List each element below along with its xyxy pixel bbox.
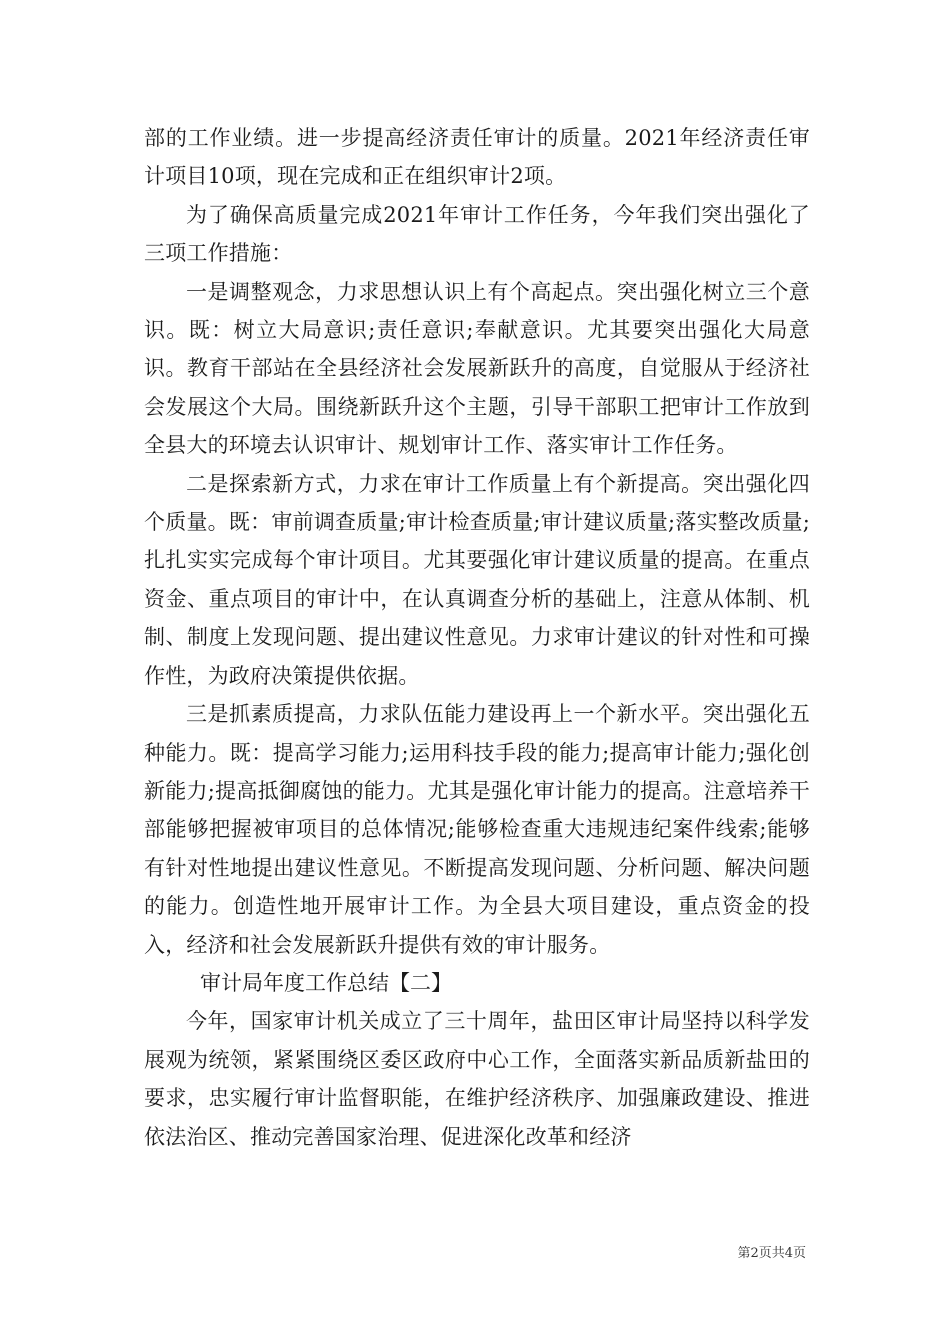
paragraph-2: 为了确保高质量完成2021年审计工作任务，今年我们突出强化了三项工作措施：: [144, 202, 810, 266]
paragraph-3: 一是调整观念，力求思想认识上有个高起点。突出强化树立三个意识。既：树立大局意识;责任意识;奉献意识。尤其要突出强化大局意识。教育干部站在全县经济社会发展新跃升的高度，自觉服从于经济社会发展这个大局。围绕新跃升这个主题，引导干部职工把审计工作放到全县大的环境去认识审计、规划审计工作、落实审计工作任务。: [144, 279, 810, 458]
paragraph-4: 二是探索新方式，力求在审计工作质量上有个新提高。突出强化四个质量。既：审前调查质量;审计检查质量;审计建议质量;落实整改质量;扎扎实实完成每个审计项目。尤其要强化审计建议质量的提高。在重点资金、重点项目的审计中，在认真调查分析的基础上，注意从体制、机制、制度上发现问题、提出建议性意见。力求审计建议的针对性和可操作性，为政府决策提供依据。: [144, 471, 810, 688]
paragraph-5: 三是抓素质提高，力求队伍能力建设再上一个新水平。突出强化五种能力。既：提高学习能力;运用科技手段的能力;提高审计能力;强化创新能力;提高抵御腐蚀的能力。尤其是强化审计能力的提高。注意培养干部能够把握被审项目的总体情况;能够检查重大违规违纪案件线索;能够有针对性地提出建议性意见。不断提高发现问题、分析问题、解决问题的能力。创造性地开展审计工作。为全县大项目建设，重点资金的投入，经济和社会发展新跃升提供有效的审计服务。: [144, 702, 810, 957]
page-number: 第2页共4页: [737, 1246, 806, 1261]
paragraph-6: 今年，国家审计机关成立了三十周年，盐田区审计局坚持以科学发展观为统领，紧紧围绕区委区政府中心工作，全面落实新品质新盐田的要求，忠实履行审计监督职能，在维护经济秩序、加强廉政建设、推进依法治区、推动完善国家治理、促进深化改革和经济: [144, 1009, 810, 1149]
document-body: [144, 119, 810, 1156]
paragraph-1: 部的工作业绩。进一步提高经济责任审计的质量。2021年经济责任审计项目10项，现在完成和正在组织审计2项。: [144, 126, 810, 189]
section-heading: 审计局年度工作总结【二】: [200, 970, 452, 995]
